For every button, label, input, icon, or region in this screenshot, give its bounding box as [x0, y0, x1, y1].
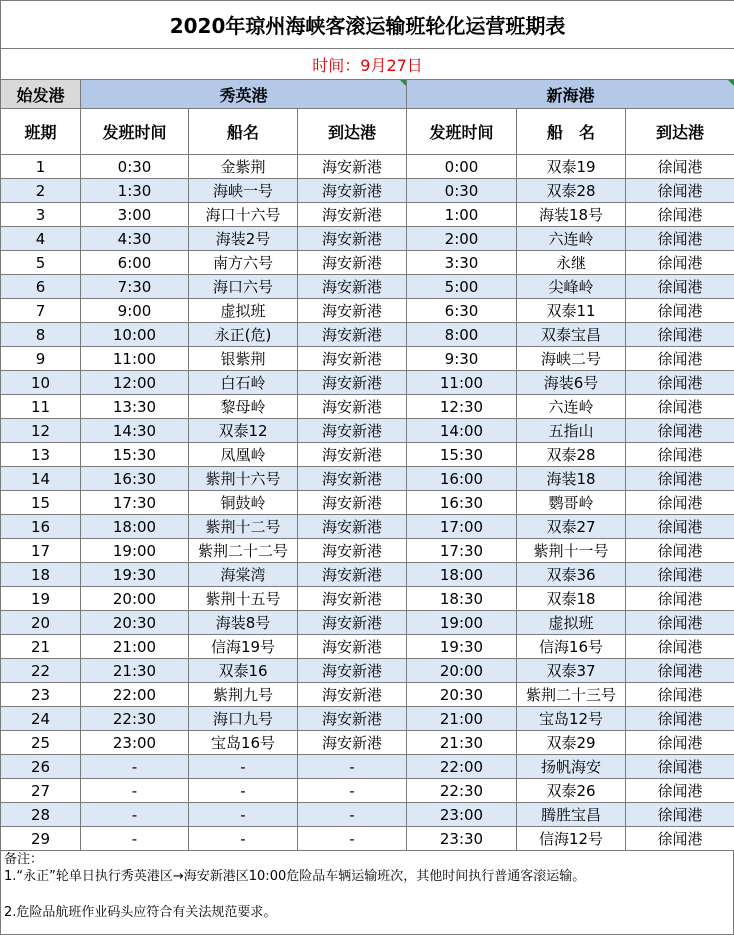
table-row [1, 515, 734, 539]
cell-b-time: 19:30 [407, 635, 517, 659]
cell-a-time: 17:30 [81, 491, 189, 515]
cell-a-dest: 海安新港 [298, 587, 407, 611]
cell-a-time: 7:30 [81, 275, 189, 299]
cell-b-ship: 双泰28 [517, 443, 626, 467]
cell-a-dest: 海安新港 [298, 611, 407, 635]
table-row [1, 491, 734, 515]
date-row [1, 49, 734, 80]
cell-b-ship: 双泰19 [517, 155, 626, 179]
cell-a-dest: 海安新港 [298, 251, 407, 275]
cell-a-time: 23:00 [81, 731, 189, 755]
header-a-time: 发班时间 [81, 109, 189, 155]
cell-b-dest: 徐闻港 [626, 347, 734, 371]
table-row [1, 347, 734, 371]
cell-a-ship: 金紫荆 [189, 155, 298, 179]
cell-b-time: 9:30 [407, 347, 517, 371]
table-row [1, 443, 734, 467]
cell-a-dest: 海安新港 [298, 299, 407, 323]
cell-b-dest: 徐闻港 [626, 587, 734, 611]
cell-a-ship: - [189, 755, 298, 779]
cell-a-dest: 海安新港 [298, 443, 407, 467]
cell-no: 24 [1, 707, 81, 731]
cell-a-ship: 宝岛16号 [189, 731, 298, 755]
cell-a-time: - [81, 755, 189, 779]
port-a-name: 秀英港 [81, 80, 407, 109]
date-label: 时间：9月27日 [1, 49, 734, 80]
cell-a-dest: 海安新港 [298, 635, 407, 659]
cell-no: 29 [1, 827, 81, 851]
cell-b-ship: 信海16号 [517, 635, 626, 659]
cell-no: 17 [1, 539, 81, 563]
cell-no: 25 [1, 731, 81, 755]
cell-b-time: 2:00 [407, 227, 517, 251]
table-row [1, 203, 734, 227]
cell-b-time: 16:00 [407, 467, 517, 491]
cell-b-time: 20:00 [407, 659, 517, 683]
cell-a-dest: 海安新港 [298, 683, 407, 707]
cell-b-ship: 海装18号 [517, 203, 626, 227]
cell-a-ship: - [189, 803, 298, 827]
cell-b-dest: 徐闻港 [626, 419, 734, 443]
cell-no: 20 [1, 611, 81, 635]
cell-b-dest: 徐闻港 [626, 659, 734, 683]
table-row [1, 659, 734, 683]
cell-b-ship: 紫荆二十三号 [517, 683, 626, 707]
cell-no: 19 [1, 587, 81, 611]
cell-a-dest: 海安新港 [298, 323, 407, 347]
cell-b-dest: 徐闻港 [626, 707, 734, 731]
cell-b-dest: 徐闻港 [626, 539, 734, 563]
cell-a-ship: 黎母岭 [189, 395, 298, 419]
cell-b-time: 18:00 [407, 563, 517, 587]
cell-b-dest: 徐闻港 [626, 371, 734, 395]
cell-a-time: - [81, 779, 189, 803]
table-row [1, 731, 734, 755]
header-a-ship: 船名 [189, 109, 298, 155]
cell-b-time: 21:30 [407, 731, 517, 755]
cell-no: 9 [1, 347, 81, 371]
cell-a-ship: 海口六号 [189, 275, 298, 299]
cell-b-dest: 徐闻港 [626, 275, 734, 299]
cell-a-ship: 海口十六号 [189, 203, 298, 227]
cell-a-ship: 海装8号 [189, 611, 298, 635]
cell-b-ship: 信海12号 [517, 827, 626, 851]
cell-no: 21 [1, 635, 81, 659]
port-row [1, 80, 734, 109]
cell-b-time: 12:30 [407, 395, 517, 419]
cell-no: 13 [1, 443, 81, 467]
cell-b-dest: 徐闻港 [626, 779, 734, 803]
table-row [1, 611, 734, 635]
table-row [1, 467, 734, 491]
cell-a-ship: 白石岭 [189, 371, 298, 395]
column-header-row [1, 109, 734, 155]
cell-b-ship: 扬帆海安 [517, 755, 626, 779]
cell-a-dest: 海安新港 [298, 395, 407, 419]
cell-b-ship: 尖峰岭 [517, 275, 626, 299]
cell-b-ship: 虚拟班 [517, 611, 626, 635]
cell-no: 6 [1, 275, 81, 299]
cell-b-ship: 海装18 [517, 467, 626, 491]
cell-a-time: 16:30 [81, 467, 189, 491]
cell-no: 27 [1, 779, 81, 803]
cell-no: 3 [1, 203, 81, 227]
cell-a-time: 0:30 [81, 155, 189, 179]
cell-a-time: 3:00 [81, 203, 189, 227]
cell-a-ship: 海口九号 [189, 707, 298, 731]
table-row [1, 779, 734, 803]
cell-no: 18 [1, 563, 81, 587]
cell-a-ship: 紫荆二十二号 [189, 539, 298, 563]
cell-b-dest: 徐闻港 [626, 611, 734, 635]
table-row [1, 323, 734, 347]
cell-a-ship: 紫荆十五号 [189, 587, 298, 611]
cell-b-dest: 徐闻港 [626, 803, 734, 827]
cell-a-time: 9:00 [81, 299, 189, 323]
cell-b-ship: 双泰29 [517, 731, 626, 755]
cell-a-ship: 紫荆九号 [189, 683, 298, 707]
header-b-dest: 到达港 [626, 109, 734, 155]
cell-a-time: 6:00 [81, 251, 189, 275]
cell-b-dest: 徐闻港 [626, 227, 734, 251]
cell-a-ship: 紫荆十二号 [189, 515, 298, 539]
cell-b-time: 17:00 [407, 515, 517, 539]
cell-b-ship: 紫荆十一号 [517, 539, 626, 563]
cell-a-time: 21:00 [81, 635, 189, 659]
notes-label: 备注： [1, 851, 734, 868]
table-row [1, 179, 734, 203]
cell-a-dest: - [298, 803, 407, 827]
table-row [1, 707, 734, 731]
cell-a-ship: 双泰12 [189, 419, 298, 443]
cell-no: 23 [1, 683, 81, 707]
table-row [1, 299, 734, 323]
cell-a-dest: 海安新港 [298, 491, 407, 515]
cell-b-dest: 徐闻港 [626, 635, 734, 659]
table-row [1, 275, 734, 299]
cell-a-time: 18:00 [81, 515, 189, 539]
note-line-1: 1.“永正”轮单日执行秀英港区→海安新港区10:00危险品车辆运输班次，其他时间执行普通客滚运输。 [1, 868, 734, 904]
table-row [1, 155, 734, 179]
header-b-time: 发班时间 [407, 109, 517, 155]
cell-b-time: 22:00 [407, 755, 517, 779]
cell-a-time: 15:30 [81, 443, 189, 467]
cell-b-ship: 双泰18 [517, 587, 626, 611]
table-row [1, 683, 734, 707]
header-b-ship: 船 名 [517, 109, 626, 155]
cell-b-dest: 徐闻港 [626, 683, 734, 707]
cell-a-dest: 海安新港 [298, 659, 407, 683]
cell-b-time: 18:30 [407, 587, 517, 611]
table-row [1, 635, 734, 659]
cell-a-ship: 虚拟班 [189, 299, 298, 323]
title-row [1, 1, 734, 49]
cell-b-time: 0:00 [407, 155, 517, 179]
cell-b-dest: 徐闻港 [626, 443, 734, 467]
cell-a-time: 22:00 [81, 683, 189, 707]
cell-b-ship: 双泰宝昌 [517, 323, 626, 347]
table-row [1, 827, 734, 851]
cell-b-dest: 徐闻港 [626, 155, 734, 179]
cell-b-ship: 六连岭 [517, 395, 626, 419]
cell-b-ship: 永继 [517, 251, 626, 275]
table-row [1, 563, 734, 587]
table-row [1, 371, 734, 395]
cell-a-time: 20:30 [81, 611, 189, 635]
table-row [1, 755, 734, 779]
header-a-dest: 到达港 [298, 109, 407, 155]
cell-b-time: 23:30 [407, 827, 517, 851]
port-b-name: 新海港 [407, 80, 734, 109]
cell-b-ship: 海装6号 [517, 371, 626, 395]
cell-no: 11 [1, 395, 81, 419]
cell-b-dest: 徐闻港 [626, 467, 734, 491]
cell-b-ship: 双泰11 [517, 299, 626, 323]
cell-a-time: 19:00 [81, 539, 189, 563]
cell-a-time: 13:30 [81, 395, 189, 419]
table-row [1, 251, 734, 275]
header-no: 班期 [1, 109, 81, 155]
cell-a-dest: 海安新港 [298, 467, 407, 491]
cell-b-dest: 徐闻港 [626, 827, 734, 851]
cell-a-ship: 信海19号 [189, 635, 298, 659]
cell-a-dest: - [298, 827, 407, 851]
cell-b-ship: 五指山 [517, 419, 626, 443]
cell-b-ship: 海峡二号 [517, 347, 626, 371]
cell-a-ship: 海棠湾 [189, 563, 298, 587]
cell-b-ship: 双泰27 [517, 515, 626, 539]
cell-b-time: 20:30 [407, 683, 517, 707]
cell-a-dest: 海安新港 [298, 707, 407, 731]
cell-b-ship: 双泰26 [517, 779, 626, 803]
cell-a-time: - [81, 803, 189, 827]
cell-a-ship: 双泰16 [189, 659, 298, 683]
cell-a-ship: 紫荆十六号 [189, 467, 298, 491]
cell-b-time: 14:00 [407, 419, 517, 443]
cell-a-dest: 海安新港 [298, 155, 407, 179]
cell-a-time: 4:30 [81, 227, 189, 251]
table-row [1, 227, 734, 251]
cell-b-ship: 腾胜宝昌 [517, 803, 626, 827]
cell-b-dest: 徐闻港 [626, 731, 734, 755]
cell-a-time: 12:00 [81, 371, 189, 395]
cell-a-dest: 海安新港 [298, 731, 407, 755]
cell-b-time: 21:00 [407, 707, 517, 731]
cell-b-ship: 双泰28 [517, 179, 626, 203]
table-row [1, 419, 734, 443]
cell-a-time: 10:00 [81, 323, 189, 347]
cell-b-time: 5:00 [407, 275, 517, 299]
cell-a-ship: 银紫荆 [189, 347, 298, 371]
cell-b-time: 0:30 [407, 179, 517, 203]
cell-a-ship: 铜鼓岭 [189, 491, 298, 515]
cell-a-dest: 海安新港 [298, 347, 407, 371]
cell-b-time: 23:00 [407, 803, 517, 827]
cell-no: 1 [1, 155, 81, 179]
page-title: 2020年琼州海峡客滚运输班轮化运营班期表 [1, 1, 734, 49]
cell-a-ship: 海峡一号 [189, 179, 298, 203]
cell-a-dest: 海安新港 [298, 179, 407, 203]
cell-no: 5 [1, 251, 81, 275]
cell-b-time: 1:00 [407, 203, 517, 227]
cell-a-dest: 海安新港 [298, 371, 407, 395]
cell-a-time: 1:30 [81, 179, 189, 203]
cell-b-time: 16:30 [407, 491, 517, 515]
notes-section [0, 851, 734, 935]
cell-a-time: 19:30 [81, 563, 189, 587]
cell-a-time: - [81, 827, 189, 851]
cell-b-time: 22:30 [407, 779, 517, 803]
table-row [1, 803, 734, 827]
cell-a-dest: 海安新港 [298, 227, 407, 251]
cell-b-ship: 双泰37 [517, 659, 626, 683]
cell-no: 2 [1, 179, 81, 203]
cell-a-dest: - [298, 755, 407, 779]
cell-a-dest: 海安新港 [298, 419, 407, 443]
cell-no: 4 [1, 227, 81, 251]
cell-a-ship: - [189, 827, 298, 851]
cell-a-time: 11:00 [81, 347, 189, 371]
cell-a-time: 22:30 [81, 707, 189, 731]
cell-b-time: 11:00 [407, 371, 517, 395]
table-row [1, 587, 734, 611]
cell-a-ship: 永正(危) [189, 323, 298, 347]
cell-b-ship: 宝岛12号 [517, 707, 626, 731]
cell-b-time: 19:00 [407, 611, 517, 635]
cell-b-dest: 徐闻港 [626, 323, 734, 347]
cell-a-dest: 海安新港 [298, 539, 407, 563]
cell-b-dest: 徐闻港 [626, 755, 734, 779]
cell-b-time: 15:30 [407, 443, 517, 467]
cell-a-dest: - [298, 779, 407, 803]
cell-b-dest: 徐闻港 [626, 251, 734, 275]
cell-b-dest: 徐闻港 [626, 491, 734, 515]
table-row [1, 539, 734, 563]
cell-a-dest: 海安新港 [298, 275, 407, 299]
cell-b-time: 8:00 [407, 323, 517, 347]
cell-a-ship: - [189, 779, 298, 803]
cell-b-dest: 徐闻港 [626, 515, 734, 539]
cell-b-time: 6:30 [407, 299, 517, 323]
cell-no: 14 [1, 467, 81, 491]
cell-b-time: 3:30 [407, 251, 517, 275]
cell-b-ship: 鹦哥岭 [517, 491, 626, 515]
cell-b-ship: 双泰36 [517, 563, 626, 587]
cell-no: 12 [1, 419, 81, 443]
cell-b-ship: 六连岭 [517, 227, 626, 251]
cell-a-time: 21:30 [81, 659, 189, 683]
cell-a-dest: 海安新港 [298, 203, 407, 227]
cell-no: 22 [1, 659, 81, 683]
cell-no: 10 [1, 371, 81, 395]
cell-a-time: 20:00 [81, 587, 189, 611]
cell-a-ship: 凤凰岭 [189, 443, 298, 467]
cell-no: 8 [1, 323, 81, 347]
note-line-2: 2.危险品航班作业码头应符合有关法规范要求。 [1, 904, 734, 935]
cell-no: 26 [1, 755, 81, 779]
cell-a-time: 14:30 [81, 419, 189, 443]
cell-b-dest: 徐闻港 [626, 203, 734, 227]
cell-a-dest: 海安新港 [298, 563, 407, 587]
cell-b-dest: 徐闻港 [626, 563, 734, 587]
cell-a-ship: 南方六号 [189, 251, 298, 275]
cell-no: 28 [1, 803, 81, 827]
cell-b-dest: 徐闻港 [626, 395, 734, 419]
cell-b-dest: 徐闻港 [626, 179, 734, 203]
table-row [1, 395, 734, 419]
cell-b-time: 17:30 [407, 539, 517, 563]
cell-no: 7 [1, 299, 81, 323]
cell-no: 16 [1, 515, 81, 539]
cell-a-ship: 海装2号 [189, 227, 298, 251]
start-port-label: 始发港 [1, 80, 81, 109]
cell-a-dest: 海安新港 [298, 515, 407, 539]
cell-no: 15 [1, 491, 81, 515]
cell-b-dest: 徐闻港 [626, 299, 734, 323]
